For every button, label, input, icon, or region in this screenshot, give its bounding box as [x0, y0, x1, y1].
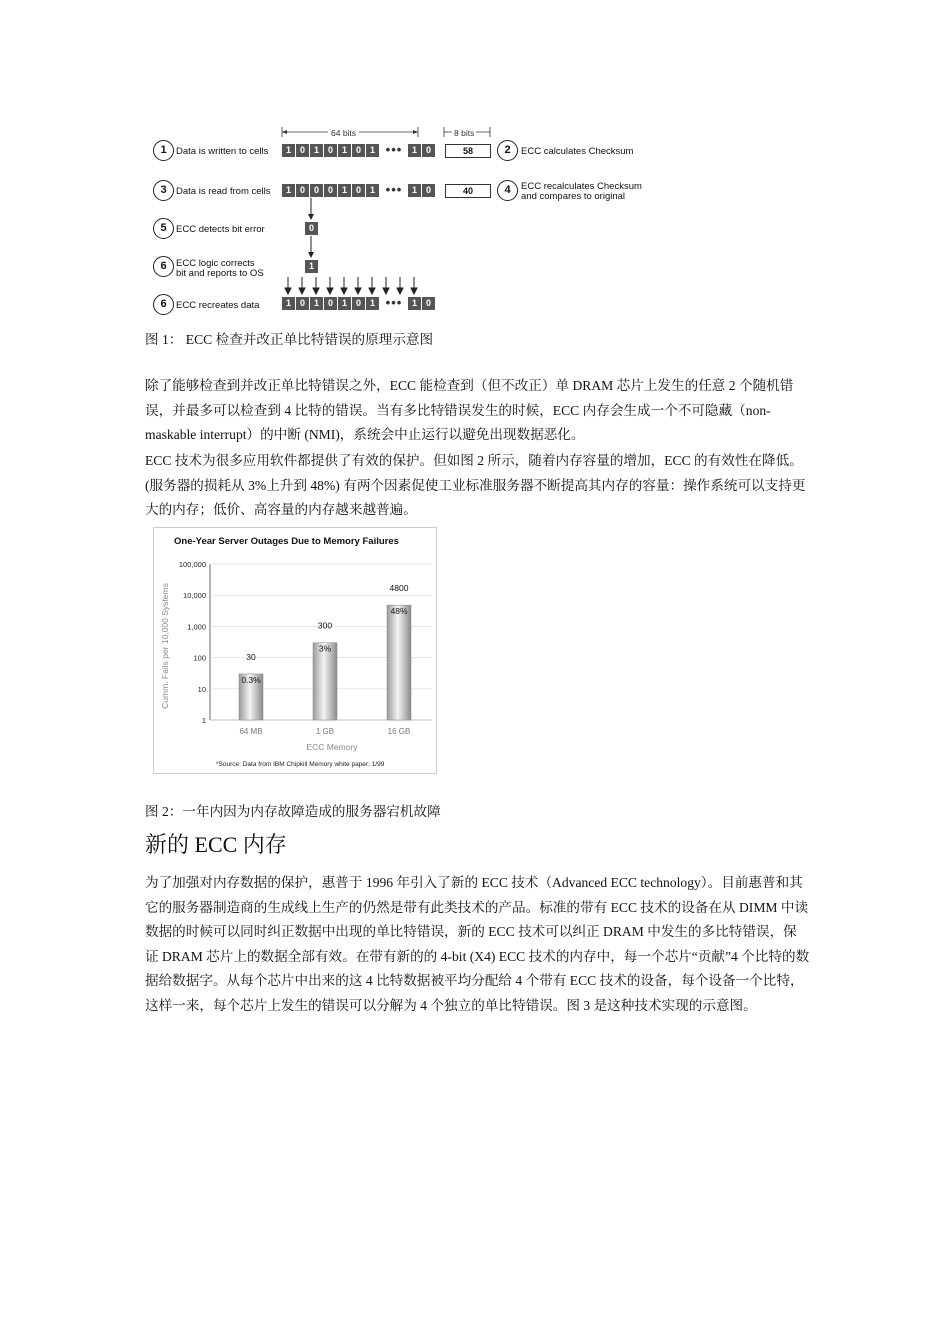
- y-tick-label: 1,000: [187, 622, 206, 632]
- bit-cell: 0: [296, 144, 309, 157]
- chart-xlabel: ECC Memory: [306, 742, 358, 752]
- figure-1-caption: 图 1： ECC 检查并改正单比特错误的原理示意图: [145, 332, 434, 347]
- bit-cell: 1: [338, 297, 351, 310]
- x-tick-label: 16 GB: [387, 727, 411, 736]
- bit-cell: 1: [310, 297, 323, 310]
- y-tick-label: 1: [201, 716, 206, 725]
- x-tick-label: 1 GB: [315, 727, 335, 736]
- step-4-label-2: and compares to original: [521, 191, 626, 202]
- bit-cell: 1: [310, 144, 323, 157]
- bit-cell: 1: [408, 184, 421, 197]
- ecc-figure-1: [140, 120, 660, 320]
- bit-cell: 0: [422, 297, 435, 310]
- step-5-circle: 5: [153, 218, 174, 239]
- chart-svg: [154, 528, 436, 773]
- step-6b-label: ECC recreates data: [176, 300, 260, 311]
- bit-cell: 1: [366, 144, 379, 157]
- step-3-label: Data is read from cells: [176, 186, 271, 197]
- bit-cell: 0: [352, 297, 365, 310]
- error-bit: 0: [305, 222, 318, 235]
- x-tick-label: 64 MB: [239, 727, 263, 736]
- bit-cell: 1: [282, 297, 295, 310]
- ellipsis: •••: [385, 295, 403, 310]
- bit-cell: 0: [324, 144, 337, 157]
- bar-value-label: 30: [246, 651, 256, 662]
- step-6-label-2: bit and reports to OS: [176, 268, 264, 279]
- bar-percent-label: 3%: [318, 643, 332, 654]
- step-3-circle: 3: [153, 180, 174, 201]
- bar-percent-label: 48%: [390, 606, 408, 617]
- paragraph-2: ECC 技术为很多应用软件都提供了有效的保护。但如图 2 所示，随着内存容量的增加，ECC 的有效性在降低。(服务器的损耗从 3%上升到 48%) 有两个因素促使工业标准服务器不断提高其内存的容量：操作系统可以支持更大的内存；低价、高容量的内存越来越普遍。: [145, 453, 806, 518]
- recreate-arrows: [140, 120, 660, 320]
- bit-cell: 0: [422, 144, 435, 157]
- step-5-label: ECC detects bit error: [176, 224, 265, 235]
- bit-cell: 1: [366, 184, 379, 197]
- step-1-circle: 1: [153, 140, 174, 161]
- recalc-checksum-box: 40: [445, 184, 491, 198]
- ellipsis: •••: [385, 182, 403, 197]
- bit-cell: 0: [352, 184, 365, 197]
- bit-cell: 0: [310, 184, 323, 197]
- bar-value-label: 300: [317, 620, 333, 631]
- bit-cell: 1: [338, 184, 351, 197]
- ecc-width-label: 8 bits: [454, 128, 475, 138]
- step-2-circle: 2: [497, 140, 518, 161]
- bit-cell: 0: [324, 297, 337, 310]
- step-1-label: Data is written to cells: [176, 146, 269, 157]
- step-6-label: ECC logic corrects: [176, 258, 255, 269]
- checksum-box: 58: [445, 144, 491, 158]
- chart-ylabel: Cumm. Fails per 10,000 Systems: [160, 583, 170, 709]
- outage-chart: [153, 527, 437, 774]
- bit-cell: 0: [422, 184, 435, 197]
- chart-source: *Source: Data from IBM Chipkill Memory white paper; 1/99: [216, 761, 385, 768]
- step-6b-circle: 6: [153, 294, 174, 315]
- paragraph-3: 为了加强对内存数据的保护，惠普于 1996 年引入了新的 ECC 技术（Advanced ECC technology）。目前惠普和其它的服务器制造商的生成线上生产的仍然是带有此类技术的产品。标准的带有 ECC 技术的设备在从 DIMM 中读数据的时候可以同时纠正数据中出现的单比特错误，新的 ECC 技术可以纠正 DRAM 中发生的多比特错误，保证 DRAM 芯片上的数据全部有效。在带有新的的 4-bit (X4) ECC 技术的内存中，每一个芯片“贡献”4 个比特的数据给数据字。从每个芯片中出来的这 4 比特数据被平均分配给 4 个带有 ECC 技术的设备，每个设备一个比特，这样一来，每个芯片上发生的错误可以分解为 4 个独立的单比特错误。图 3 是这种技术实现的示意图。: [145, 875, 810, 1013]
- y-tick-label: 10: [197, 684, 206, 694]
- figure-2-caption: 图 2：一年内因为内存故障造成的服务器宕机故障: [145, 804, 441, 819]
- bit-cell: 1: [366, 297, 379, 310]
- ellipsis: •••: [385, 142, 403, 157]
- bit-cell: 0: [296, 184, 309, 197]
- bar: [387, 605, 411, 720]
- bit-cell: 1: [408, 297, 421, 310]
- bit-cell: 0: [352, 144, 365, 157]
- corrected-bit: 1: [305, 260, 318, 273]
- bits-width-label: 64 bits: [328, 128, 359, 138]
- step-2-label: ECC calculates Checksum: [521, 146, 634, 157]
- bit-cell: 1: [408, 144, 421, 157]
- bar-value-label: 4800: [389, 583, 409, 594]
- bit-cell: 0: [324, 184, 337, 197]
- data-bits-recreated: [282, 297, 436, 310]
- bit-cell: 1: [282, 144, 295, 157]
- step-4-label: ECC recalculates Checksum: [521, 181, 642, 192]
- bar: [313, 643, 337, 720]
- bit-cell: 0: [296, 297, 309, 310]
- y-tick-label: 100: [193, 653, 206, 663]
- y-tick-label: 100,000: [178, 560, 206, 569]
- bit-cell: 1: [282, 184, 295, 197]
- bit-cell: 1: [338, 144, 351, 157]
- section-heading: 新的 ECC 内存: [145, 832, 287, 857]
- step-6-circle: 6: [153, 256, 174, 277]
- chart-title: One-Year Server Outages Due to Memory Failures: [174, 536, 399, 547]
- paragraph-1: 除了能够检查到并改正单比特错误之外，ECC 能检查到（但不改正）单 DRAM 芯片上发生的任意 2 个随机错误，并最多可以检查到 4 比特的错误。当有多比特错误发生的时候，ECC 内存会生成一个不可隐藏（non-maskable interrupt）的中断 (NMI)，系统会中止运行以避免出现数据恶化。: [145, 378, 794, 443]
- y-tick-label: 10,000: [183, 591, 206, 601]
- bar-percent-label: 0.3%: [241, 674, 261, 685]
- step-4-circle: 4: [497, 180, 518, 201]
